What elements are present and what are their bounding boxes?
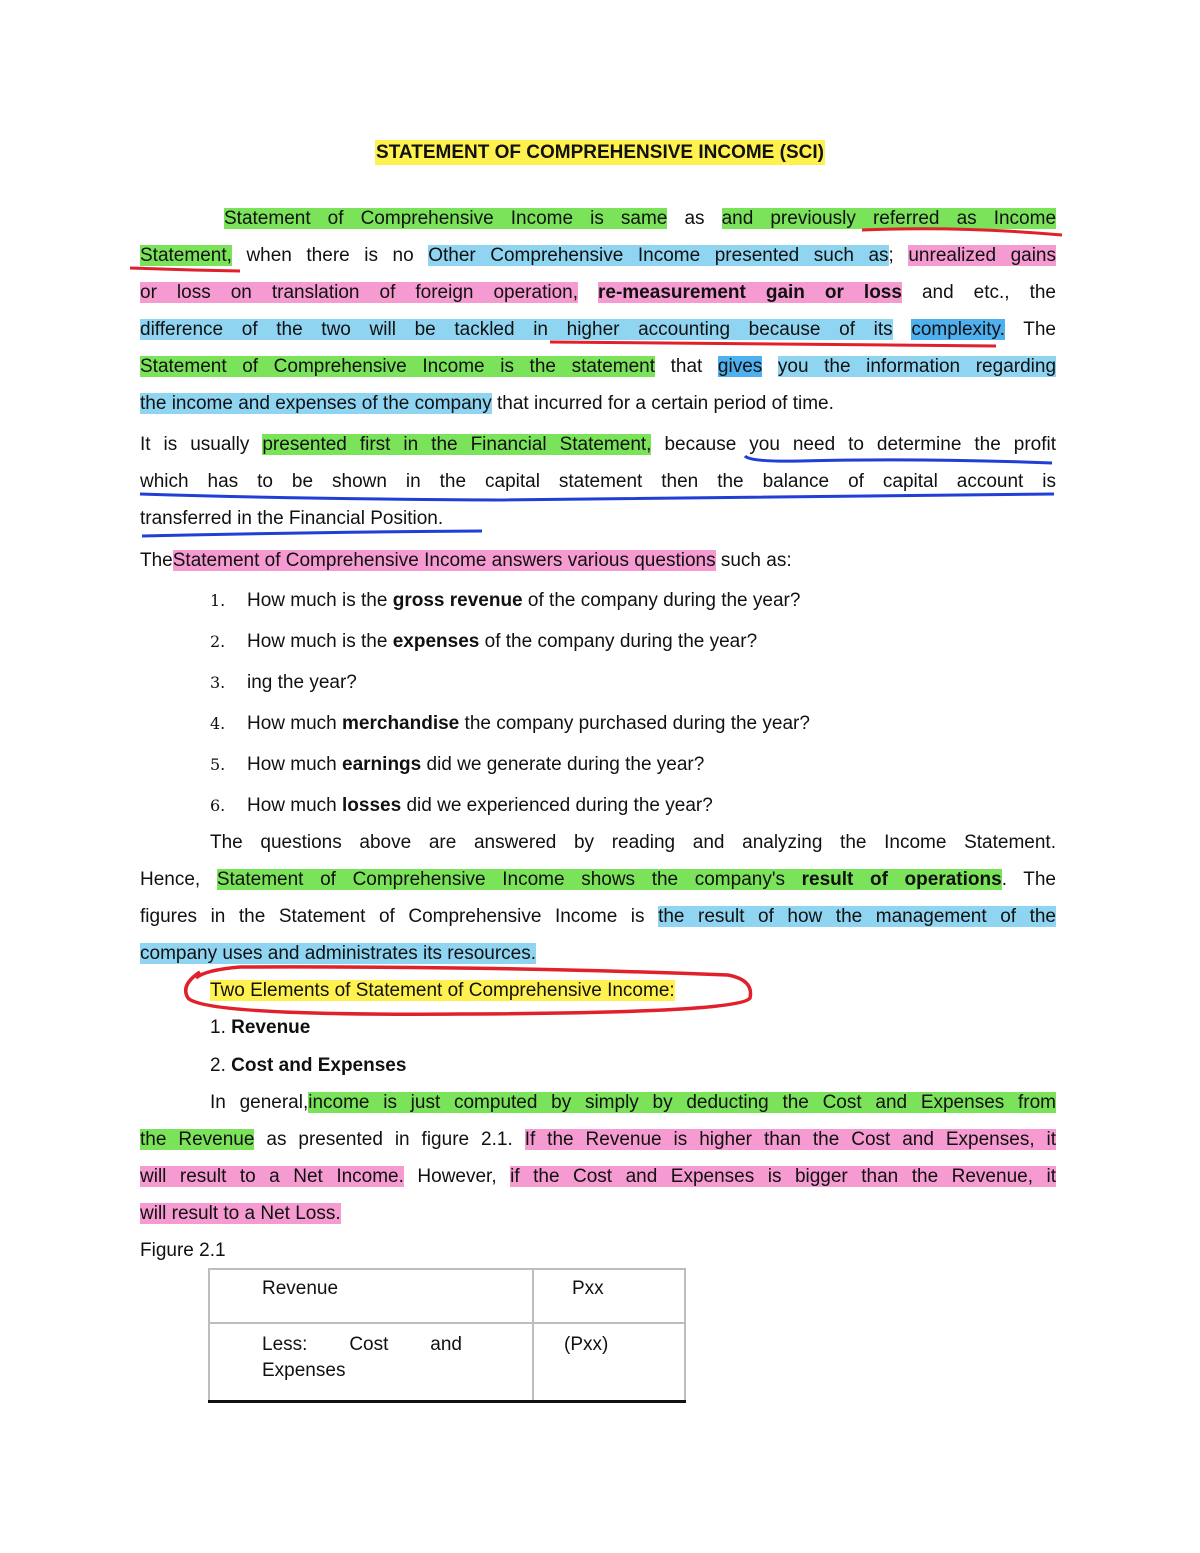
question-text: ing the year? <box>247 672 357 693</box>
computation-line-2: the Revenue as presented in figure 2.1. If the Revenue is higher than the Cost and Expenses, it <box>140 1129 1057 1150</box>
question-text: How much <box>247 754 337 775</box>
question-keyword: merchandise <box>342 713 460 734</box>
table-cell-amount: (Pxx) <box>533 1323 685 1402</box>
blue-underline-transferred <box>142 531 482 536</box>
intro-line-6: the income and expenses of the company that incurred for a certain period of time. <box>140 393 834 414</box>
intro-line-5: Statement of Comprehensive Income is the statement that gives you the information regarding <box>140 356 1057 377</box>
question-number: 5. <box>210 755 226 774</box>
answers-line-2: Hence, Statement of Comprehensive Income shows the company's result of operations. The <box>140 869 1056 890</box>
question-number: 2. <box>210 632 226 651</box>
question-text: How much is the <box>247 631 388 652</box>
question-text: How much is the <box>247 590 388 611</box>
question-text: How much <box>247 795 337 816</box>
question-keyword: expenses <box>392 631 480 652</box>
intro-line-4: difference of the two will be tackled in higher accounting because of its complexity. The <box>140 319 1056 340</box>
question-number: 3. <box>210 673 226 692</box>
figure-label: Figure 2.1 <box>140 1240 226 1261</box>
red-underline-higher-accounting <box>550 342 996 346</box>
computation-line-1: In general,income is just computed by simply by deducting the Cost and Expenses from <box>210 1092 1056 1113</box>
computation-line-3: will result to a Net Income. However, if the Cost and Expenses is bigger than the Revenue, it <box>140 1166 1056 1187</box>
intro-line-1: Statement of Comprehensive Income is same as and previously referred as Income <box>224 208 1057 229</box>
answers-line-4: company uses and administrates its resources. <box>140 943 537 964</box>
table-cell-item: Revenue <box>209 1269 533 1323</box>
question-text: How much <box>247 713 337 734</box>
element-revenue: 1. Revenue <box>210 1017 311 1038</box>
document-title: STATEMENT OF COMPREHENSIVE INCOME (SCI) <box>376 142 824 163</box>
computation-line-4: will result to a Net Loss. <box>140 1203 341 1224</box>
presentation-line-3: transferred in the Financial Position. <box>140 508 444 529</box>
question-text-end: of the company during the year? <box>484 631 758 652</box>
answers-line-1: The questions above are answered by reading and analyzing the Income Statement. <box>210 832 1056 853</box>
element-cost-expenses: 2. Cost and Expenses <box>210 1055 407 1076</box>
red-circle-elements <box>186 967 751 1014</box>
intro-line-2: Statement, when there is no Other Comprehensive Income presented such as; unrealized gains <box>140 245 1056 266</box>
table-cell-item: Less: Cost and Expenses <box>209 1323 533 1402</box>
question-text-end: of the company during the year? <box>527 590 801 611</box>
question-text-end: did we experienced during the year? <box>406 795 713 816</box>
presentation-line-2: which has to be shown in the capital statement then the balance of capital account is <box>140 471 1056 492</box>
question-text-end: the company purchased during the year? <box>464 713 810 734</box>
question-keyword: losses <box>342 795 402 816</box>
blue-underline-profit <box>745 456 1052 463</box>
red-underline-statement <box>130 268 240 271</box>
questions-intro: TheStatement of Comprehensive Income answers various questions such as: <box>140 550 792 571</box>
answers-line-3: figures in the Statement of Comprehensive Income is the result of how the management of the <box>140 906 1056 927</box>
question-keyword: earnings <box>342 754 422 775</box>
red-underline-referred <box>862 229 1062 235</box>
question-number: 4. <box>210 714 226 733</box>
elements-heading: Two Elements of Statement of Comprehensive Income: <box>210 980 675 1001</box>
question-number: 6. <box>210 796 226 815</box>
presentation-line-1: It is usually presented first in the Financial Statement, because you need to determine the profit <box>140 434 1057 455</box>
table-cell-amount: Pxx <box>533 1269 685 1323</box>
blue-underline-capital <box>140 494 1054 500</box>
question-keyword: gross revenue <box>392 590 523 611</box>
question-number: 1. <box>210 591 226 610</box>
intro-line-3: or loss on translation of foreign operation, re-measurement gain or loss and etc., the <box>140 282 1057 303</box>
question-text-end: did we generate during the year? <box>426 754 705 775</box>
